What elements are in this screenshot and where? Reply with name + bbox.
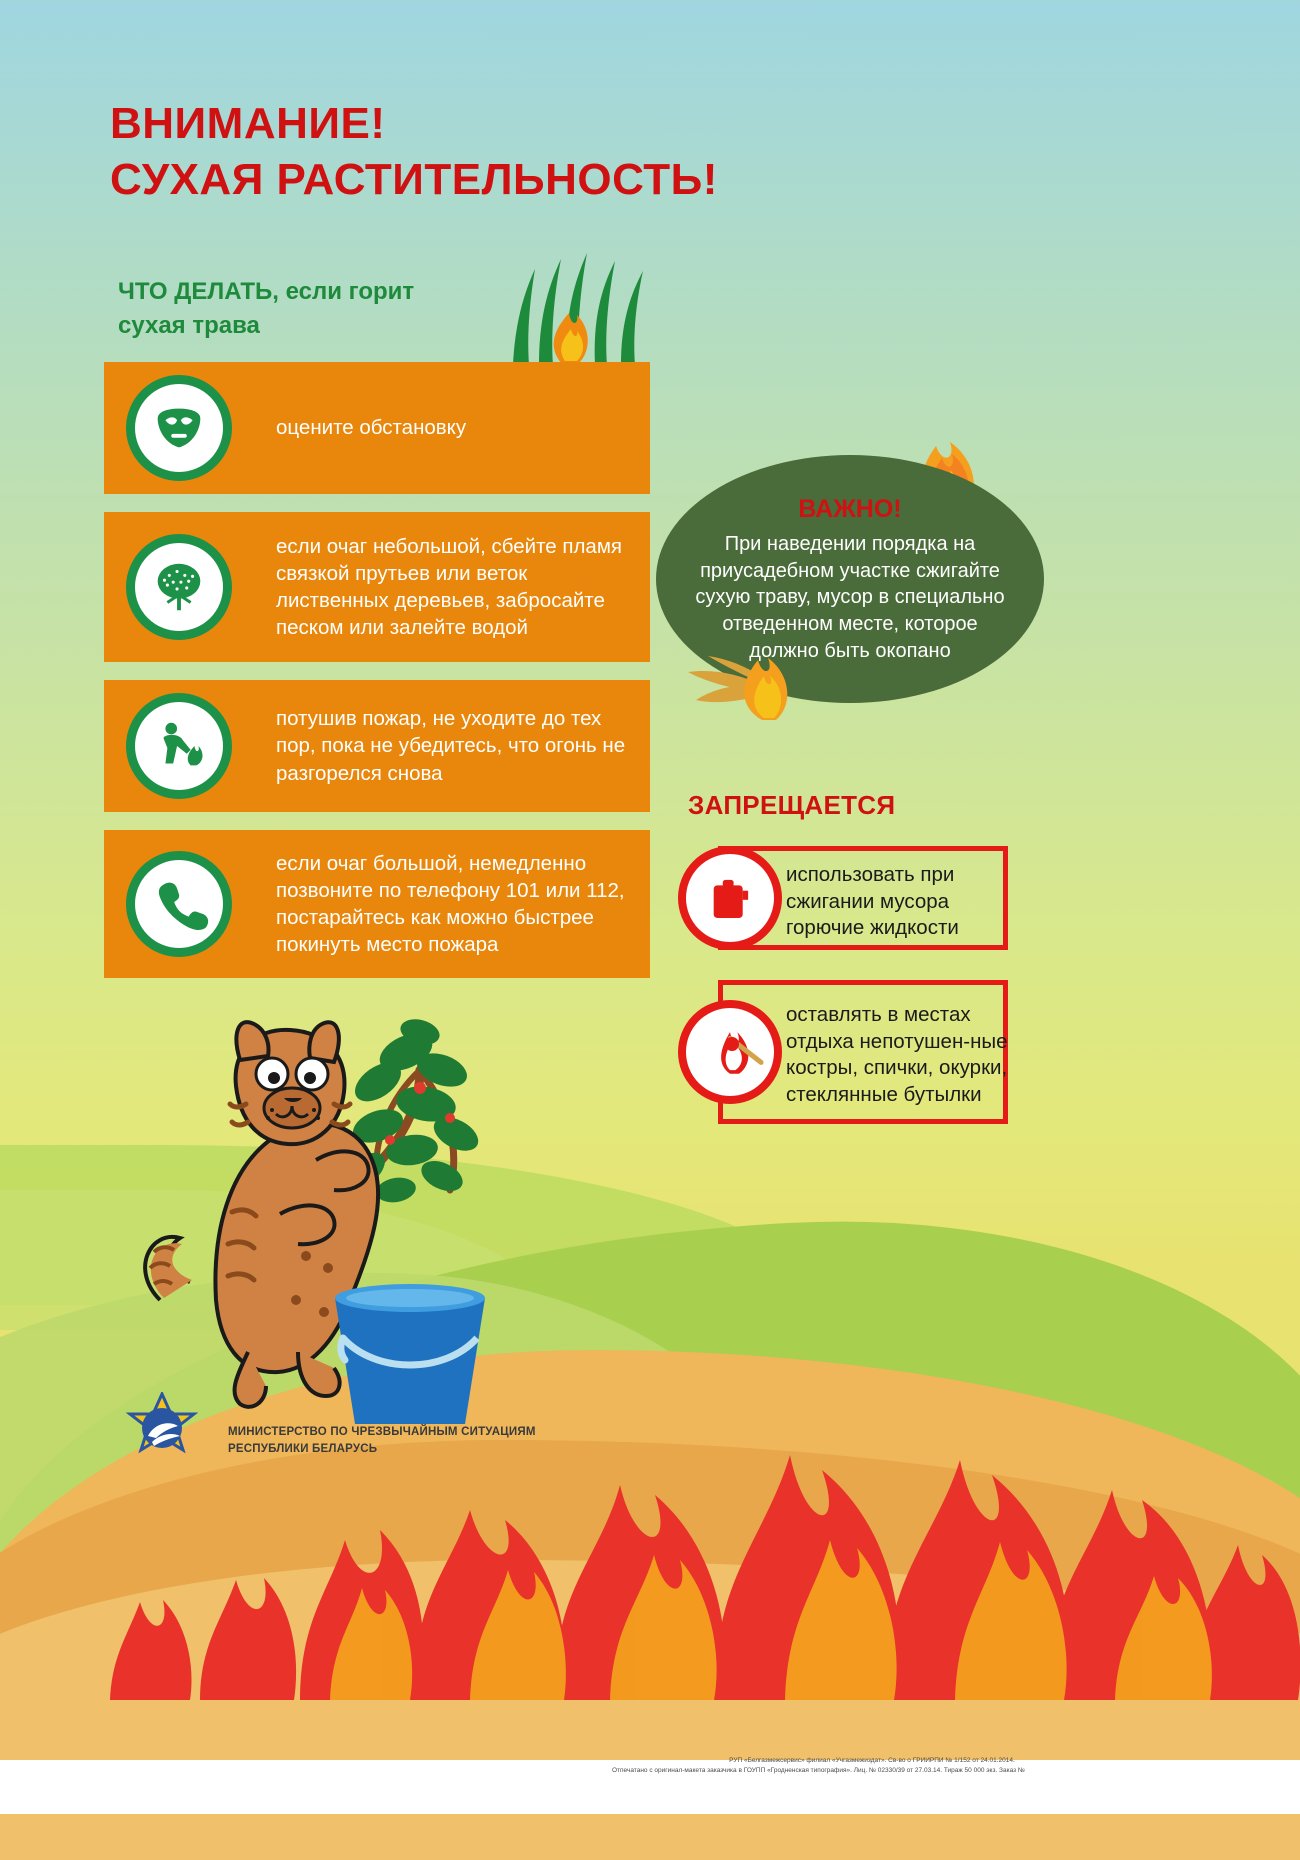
instruction-text: если очаг небольшой, сбейте пламя связкой прутьев или веток лиственных деревьев, забросайте песком или залейте водой: [276, 534, 623, 640]
phone-icon: [126, 851, 232, 957]
instruction-row: [104, 362, 650, 494]
imprint-text: [612, 1756, 1132, 1776]
forbidden-text-1: использовать при сжигании мусора горючие жидкости: [786, 863, 959, 940]
instruction-row: [104, 680, 650, 812]
instruction-text: оцените обстановку: [276, 416, 467, 440]
headline-line-1: ВНИМАНИЕ!: [110, 99, 386, 148]
burning-grass-icon: [495, 245, 665, 365]
headline-line-2: СУХАЯ РАСТИТЕЛЬНОСТЬ!: [110, 154, 718, 204]
imprint-line-2: Отпечатано с оригинал-макета заказчика в ГОУПП «Гродненская типография». Лиц. № 02330/39 от 27.03.14. Тираж 50 000 экз. Заказ №: [612, 1766, 1025, 1774]
instruction-row: [104, 512, 650, 662]
instruction-list: [104, 362, 650, 996]
poster-headline: [110, 96, 1010, 208]
subtitle-strong: ЧТО ДЕЛАТЬ,: [118, 278, 279, 305]
instruction-row: [104, 830, 650, 978]
tree-branch-icon: [126, 534, 232, 640]
subtitle-line-2: сухая трава: [118, 311, 260, 339]
forbidden-title: ЗАПРЕЩАЕТСЯ: [688, 790, 896, 820]
ministry-caption: [228, 1424, 536, 1457]
imprint-line-1: РУП «Белгазмежсервис» филиал «Учгазмежиздат». Св-во о ГРИИРПИ № 1/152 от 24.01.2014.: [729, 1757, 1015, 1764]
flame-icon-left-grass: [688, 612, 838, 722]
match-stick-icon: [716, 1030, 776, 1100]
important-text: При наведении порядка на приусадебном участке сжигайте сухую траву, мусор в специально отведенном месте, которое должно быть окопано: [695, 532, 1005, 662]
water-bucket-icon: [315, 1278, 505, 1428]
ministry-line-1: МИНИСТЕРСТВО ПО ЧРЕЗВЫЧАЙНЫМ СИТУАЦИЯМ: [228, 1426, 536, 1438]
instruction-text: потушив пожар, не уходите до тех пор, пока не убедитесь, что огонь не разгорелся снова: [276, 707, 626, 785]
mask-icon: [126, 375, 232, 481]
instruction-text: если очаг большой, немедленно позвоните по телефону 101 или 112, постарайтесь как можно быстрее покинуть место пожара: [276, 851, 625, 957]
extinguish-person-icon: [126, 693, 232, 799]
subtitle: [118, 275, 518, 342]
forbidden-text-2: оставлять в местах отдыха непотушен-ные костры, спички, окурки, стеклянные бутылки: [786, 1003, 1008, 1106]
important-title: ВАЖНО!: [798, 495, 902, 524]
mchs-logo: [126, 1392, 198, 1470]
subtitle-rest: если горит: [285, 278, 415, 305]
jerrycan-icon: [678, 846, 782, 950]
ministry-line-2: РЕСПУБЛИКИ БЕЛАРУСЬ: [228, 1442, 378, 1455]
